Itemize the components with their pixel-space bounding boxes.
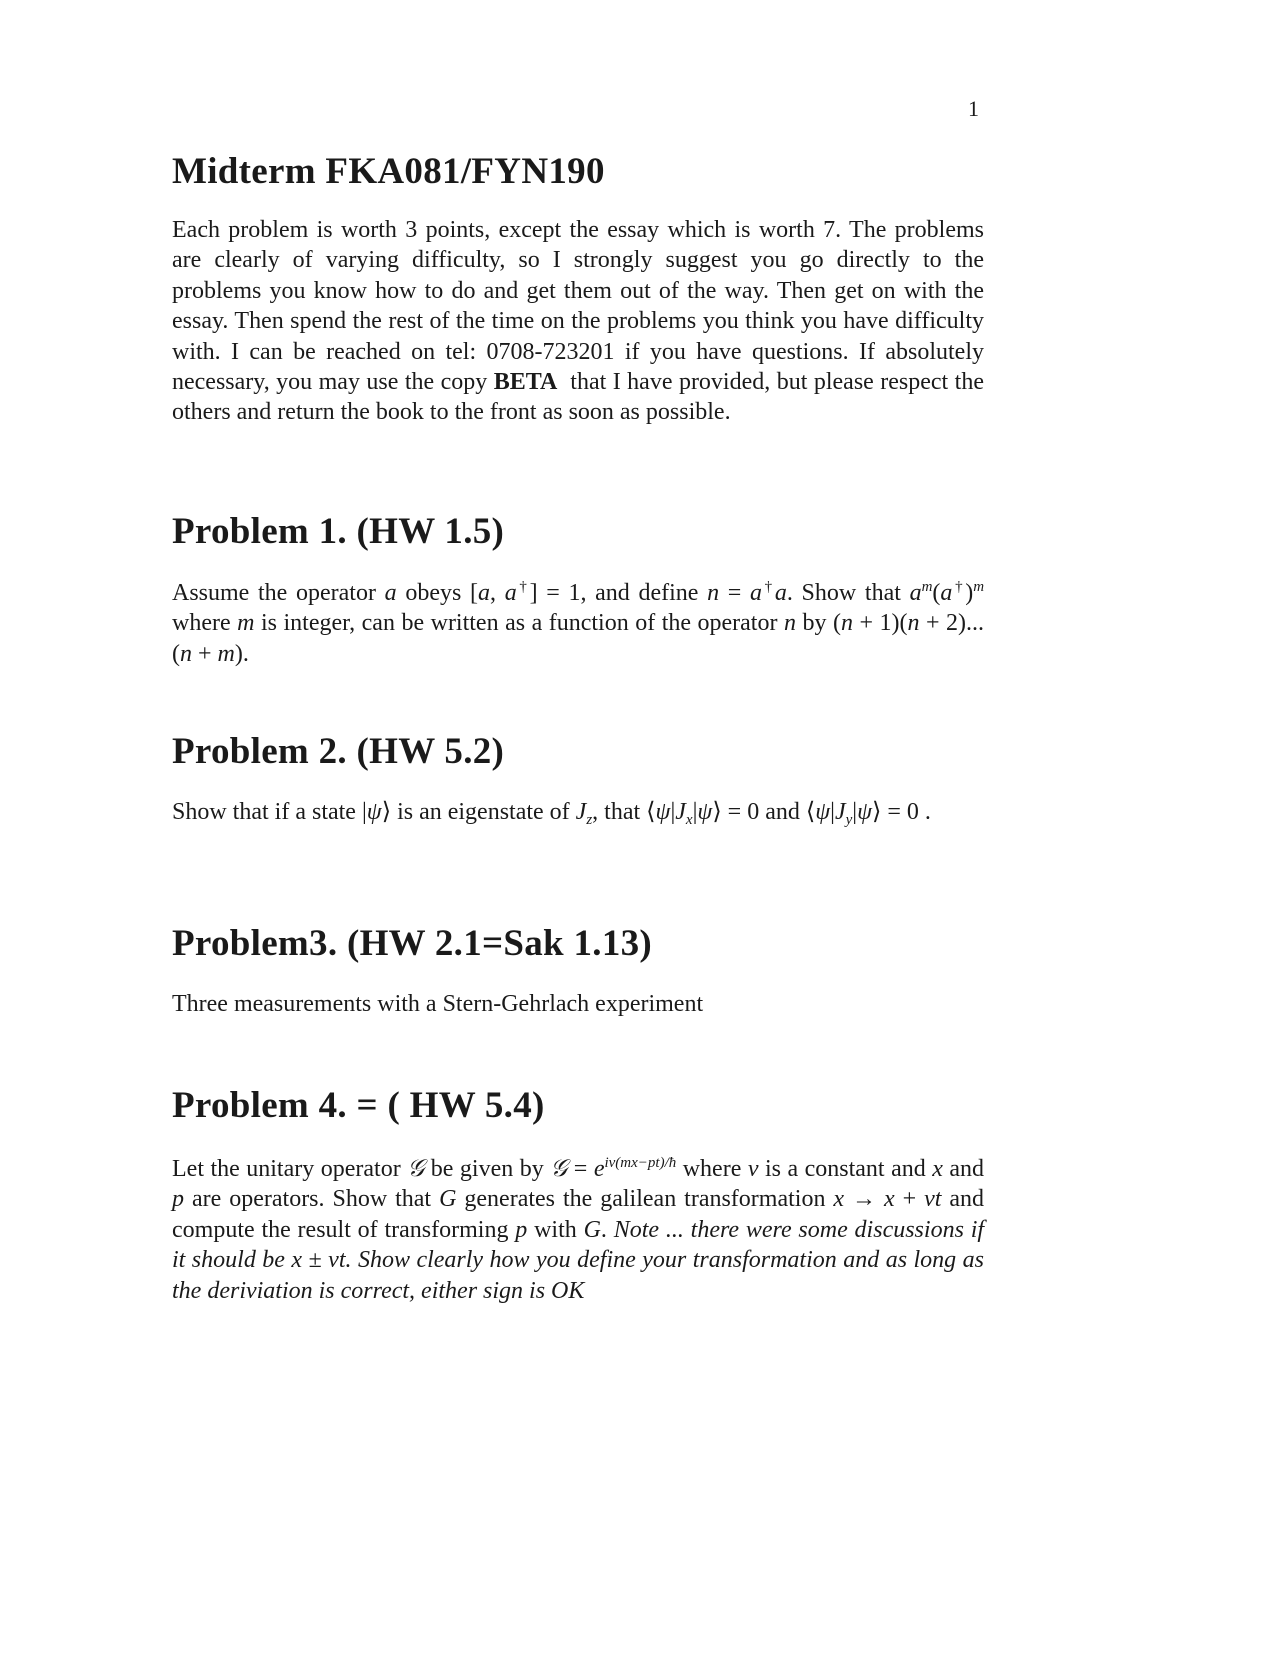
p4-text: be given by — [430, 1156, 544, 1182]
p1-text: is integer, can be written as a function of the operator — [260, 610, 778, 637]
intro-paragraph — [172, 215, 984, 428]
p2-text: and — [765, 799, 800, 825]
intro-beta: BETA — [493, 369, 558, 396]
p1-text: Show that — [801, 580, 901, 606]
p4-text: generates the galilean transformation — [464, 1186, 826, 1213]
p1-text: where — [172, 610, 231, 637]
page-number: 1 — [968, 96, 979, 121]
p4-text: and compute the result of transforming — [172, 1186, 985, 1243]
p4-text: are operators. Show that — [191, 1186, 432, 1213]
document-title: Midterm FKA081/FYN190 — [172, 151, 605, 192]
problem-1-text: Assume the operator a obeys [a, a†] = 1, and define n = a†a. Show that $a^m(a^\dagger)^m$ where m is integer, can be written as a function of the operator n by (n + 1)(n + 2)...(n + m). — [172, 579, 985, 667]
p4-text: is a constant and — [764, 1156, 926, 1182]
p4-text: with — [534, 1216, 577, 1243]
p1-text: Assume the operator — [172, 580, 376, 606]
p1-text: = 1, and define — [546, 580, 699, 606]
problem-3-text: Three measurements with a Stern-Gehrlach experiment — [172, 991, 704, 1017]
p1-text: obeys — [405, 580, 462, 606]
p4-text: Let the unitary operator — [172, 1156, 401, 1182]
p2-text: is an eigenstate of — [397, 799, 570, 825]
problem-4-text: Let the unitary operator 𝒢 be given by 𝒢 = $e^{iv(mx-pt)/ħ}$ where v is a constant and x and p are operators. Show that G generates the galilean transformation x → x + vt and compute the result of transforming p with G. Note ... there were some discussions if it should be x ± vt. Show clearly how you define your transformation and as long as the deriviation is correct, either sign is OK — [172, 1154, 985, 1304]
problem-2-heading: Problem 2. (HW 5.2) — [172, 731, 505, 772]
problem-4-heading: Problem 4. = ( HW 5.4) — [172, 1085, 545, 1126]
p2-text: that — [604, 799, 641, 825]
p4-text: and — [949, 1156, 985, 1182]
problem-3-heading: Problem3. (HW 2.1=Sak 1.13) — [172, 923, 653, 964]
p1-text: by — [802, 610, 827, 637]
problem-1-heading: Problem 1. (HW 1.5) — [172, 511, 505, 552]
p4-text: where — [682, 1156, 742, 1182]
p2-text: Show that if a state — [172, 799, 356, 825]
intro-text-1: Each problem is worth 3 points, except the essay which is worth 7. The problems are clearly of varying difficulty, so I strongly suggest you go directly to the problems you know how to do and get them out of the way. Then get on with the essay. Then spend the rest of the time on the problems you think you have difficulty with. I can be reached on tel: 0708-723201 if you have questions. If absolutely necessary, you may use the copy — [172, 217, 984, 396]
problem-2-text: Show that if a state |ψ⟩ is an eigenstate of $J_z$, that $⟨\psi|J_x|\psi⟩ = 0$ and $⟨\psi|J_y|\psi⟩ = 0$ . — [172, 799, 931, 828]
problem-4-note: Note ... there were some discussions if it should be x ± vt. Show clearly how you define your transformation and as long as the deriviation is correct, either sign is OK — [172, 1216, 985, 1304]
intro-text-2: that I have provided, but please respect the others and return the book to the front as soon as possible. — [172, 369, 985, 426]
